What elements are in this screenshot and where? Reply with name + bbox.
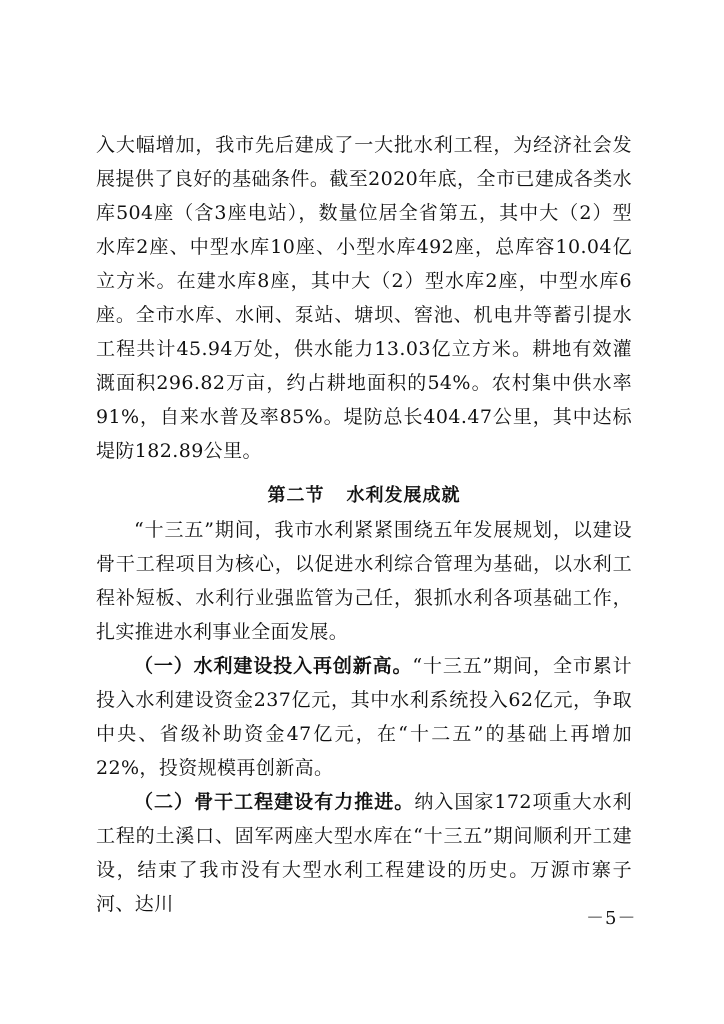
intro-paragraph: “十三五”期间，我市水利紧紧围绕五年发展规划，以建设骨干工程项目为核心，以促进水利综合管理为基础，以水利工程补短板、水利行业强监管为己任，狠抓水利各项基础工作，扎实推进水利事业全面发展。	[96, 519, 632, 643]
body-paragraph-continued: 入大幅增加，我市先后建成了一大批水利工程，为经济社会发展提供了良好的基础条件。截至2020年底，全市已建成各类水库504座（含3座电站），数量位居全省第五，其中大（2）型水库2座、中型水库10座、小型水库492座，总库容10.04亿立方米。在建水库8座，其中大（2）型水库2座，中型水库6座。全市水库、水闸、泵站、塘坝、窖池、机电井等蓄引提水工程共计45.94万处，供水能力13.03亿立方米。耕地有效灌溉面积296.82万亩，约占耕地面积的54%。农村集中供水率91%，自来水普及率85%。堤防总长404.47公里，其中达标堤防182.89公里。	[96, 134, 632, 462]
page-number: －5－	[586, 908, 637, 929]
main-text-block	[96, 479, 632, 921]
item-text-1: “十三五”期间，全市累计投入水利建设资金237亿元，其中水利系统投入62亿元，争取中央、省级补助资金47亿元，在“十二五”的基础上再增加22%，投资规模再创新高。	[96, 655, 632, 779]
item-text-2: 纳入国家172项重大水利工程的土溪口、固军两座大型水库在“十三五”期间顺利开工建设，结束了我市没有大型水利工程建设的历史。万源市寨子河、达川	[96, 791, 632, 915]
item-lead-2: （二）骨干工程建设有力推进。	[134, 791, 415, 813]
section-number: 第二节	[267, 485, 325, 506]
item-paragraph-2	[96, 785, 632, 921]
section-title: 水利发展成就	[346, 485, 461, 506]
item-lead-1: （一）水利建设投入再创新高。	[134, 655, 413, 677]
section-heading	[96, 479, 632, 513]
top-text-block	[96, 128, 632, 468]
item-paragraph-1	[96, 649, 632, 785]
